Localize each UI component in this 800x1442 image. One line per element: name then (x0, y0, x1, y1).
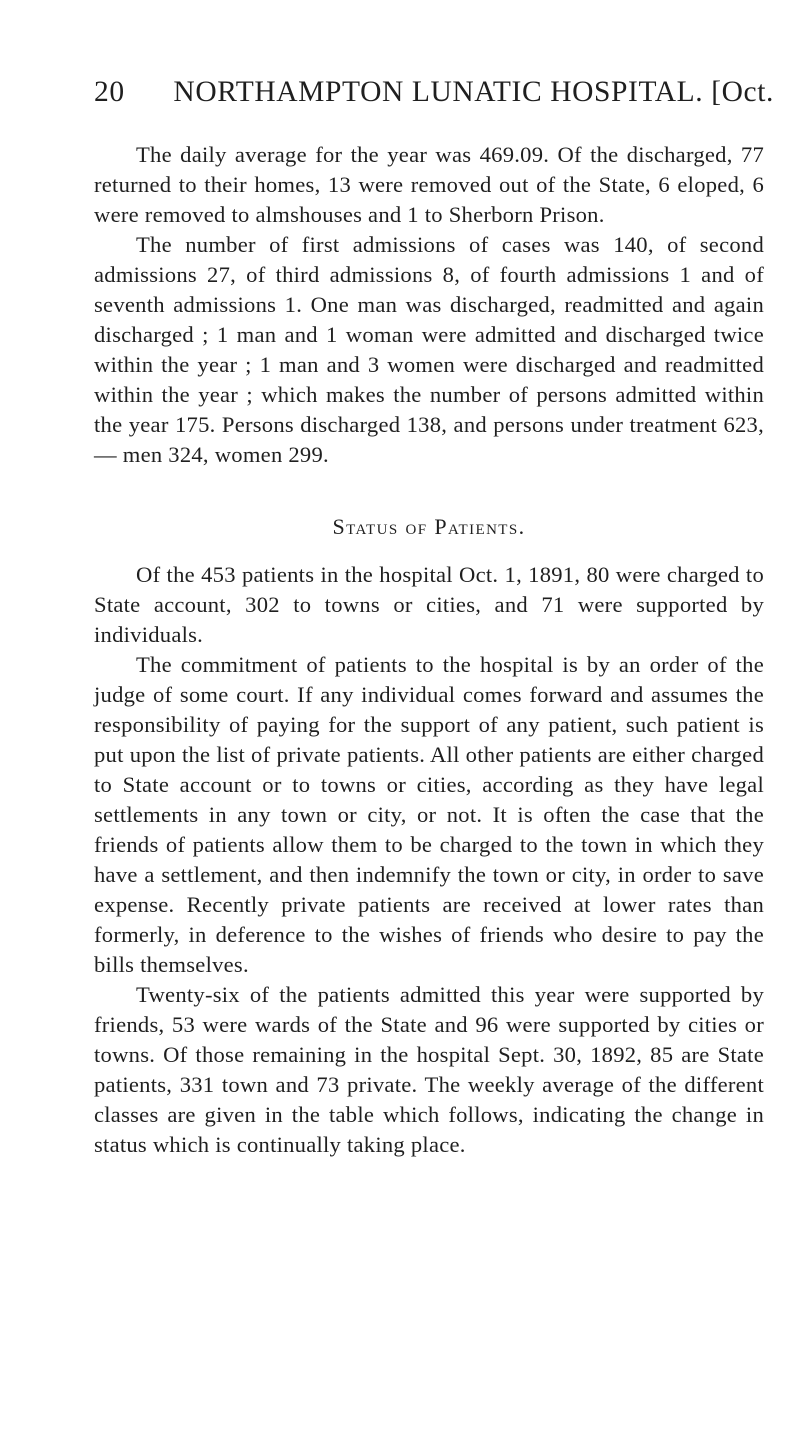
paragraph-daily-average: The daily average for the year was 469.09. Of the discharged, 77 returned to their homes, 13 were removed out of the State, 6 eloped, 6 were removed to almshouses and 1 to Sherborn Prison. (94, 142, 764, 227)
paragraph-commitment: The commitment of patients to the hospital is by an order of the judge of some court. If any individual comes forward and assumes the responsibility of paying for the support of any patient, such patient is put upon the list of private patients. All other patients are either charged to State account or to towns or cities, according as they have legal settlements in any town or city, or not. It is often the case that the friends of patients allow them to be charged to the town in which they have a settlement, and then indemnify the town or city, in order to save expense. Recently private patients are received at lower rates than formerly, in deference to the wishes of friends who desire to pay the bills themselves. (94, 652, 764, 977)
running-header (94, 76, 774, 124)
paragraph-admissions: The number of first admissions of cases was 140, of second admissions 27, of third admissions 8, of fourth admissions 1 and of seventh admissions 1. One man was discharged, readmitted and again discharged ; 1 man and 1 woman were admitted and discharged twice within the year ; 1 man and 3 women were discharged and readmitted within the year ; which makes the number of persons admitted within the year 175. Persons discharged 138, and persons under treatment 623, — men 324, women 299. (94, 232, 764, 467)
running-title: NORTHAMPTON LUNATIC HOSPITAL. [Oct. (173, 76, 774, 108)
page-number: 20 (94, 76, 125, 108)
section-heading: Status of Patients. (332, 514, 526, 539)
body-text (94, 140, 764, 1160)
paragraph-patient-counts: Of the 453 patients in the hospital Oct. 1, 1891, 80 were charged to State account, 302 to towns or cities, and 71 were supported by individuals. (94, 562, 764, 647)
paragraph-support-status: Twenty-six of the patients admitted this year were supported by friends, 53 were wards of the State and 96 were supported by cities or towns. Of those remaining in the hospital Sept. 30, 1892, 85 are State patients, 331 town and 73 private. The weekly average of the different classes are given in the table which follows, indicating the change in status which is continually taking place. (94, 982, 764, 1157)
